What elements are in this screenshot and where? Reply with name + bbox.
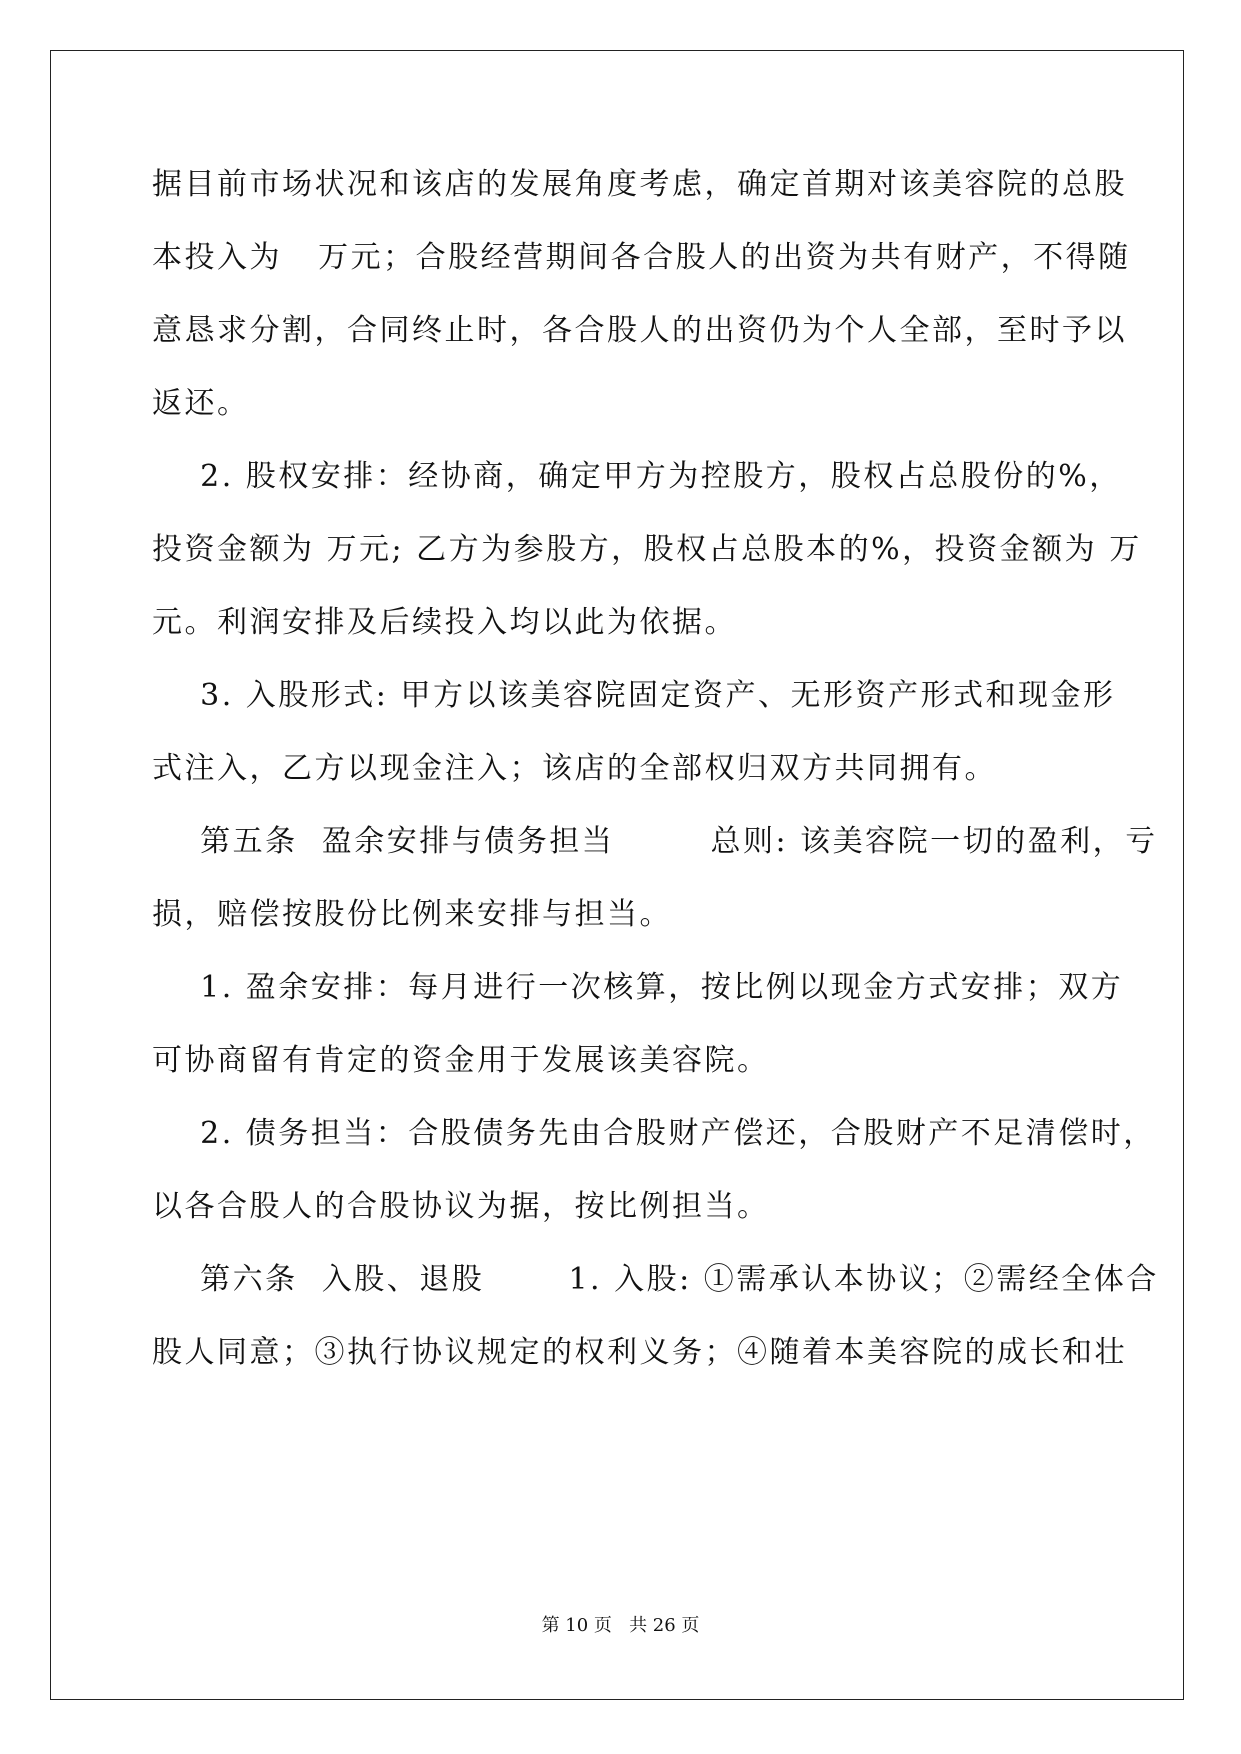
text-line: 2. 债务担当：合股债务先由合股财产偿还，合股财产不足清偿时， <box>152 1116 1156 1151</box>
text-line: 1. 盈余安排：每月进行一次核算，按比例以现金方式安排；双方 <box>152 970 1124 1005</box>
text-line: 元。利润安排及后续投入均以此为依据。 <box>152 605 737 640</box>
text-line: 据目前市场状况和该店的发展角度考虑，确定首期对该美容院的总股 <box>152 167 1127 202</box>
text-line: 股人同意；③执行协议规定的权利义务；④随着本美容院的成长和壮 <box>152 1335 1127 1370</box>
text-line: 以各合股人的合股协议为据，按比例担当。 <box>152 1189 770 1224</box>
text-line: 投资金额为 万元; 乙方为参股方，股权占总股本的%，投资金额为 万 <box>152 532 1142 567</box>
text-line: 式注入，乙方以现金注入；该店的全部权归双方共同拥有。 <box>152 751 997 786</box>
text-line: 意恳求分割，合同终止时，各合股人的出资仍为个人全部，至时予以 <box>152 313 1127 348</box>
page-border <box>50 50 1184 1700</box>
text-line: 3. 入股形式: 甲方以该美容院固定资产、无形资产形式和现金形 <box>152 678 1116 713</box>
text-line: 可协商留有肯定的资金用于发展该美容院。 <box>152 1043 770 1078</box>
text-line: 损，赔偿按股份比例来安排与担当。 <box>152 897 672 932</box>
page-number: 第 10 页 共 26 页 <box>541 1615 700 1636</box>
text-line: 返还。 <box>152 386 250 421</box>
text-line: 本投入为 万元；合股经营期间各合股人的出资为共有财产，不得随 <box>152 240 1131 275</box>
text-line: 第六条 入股、退股 1. 入股: ①需承认本协议；②需经全体合 <box>152 1262 1159 1297</box>
text-line: 2. 股权安排：经协商，确定甲方为控股方，股权占总股份的%， <box>152 459 1122 494</box>
text-line: 第五条 盈余安排与债务担当 总则: 该美容院一切的盈利，亏 <box>152 824 1158 859</box>
